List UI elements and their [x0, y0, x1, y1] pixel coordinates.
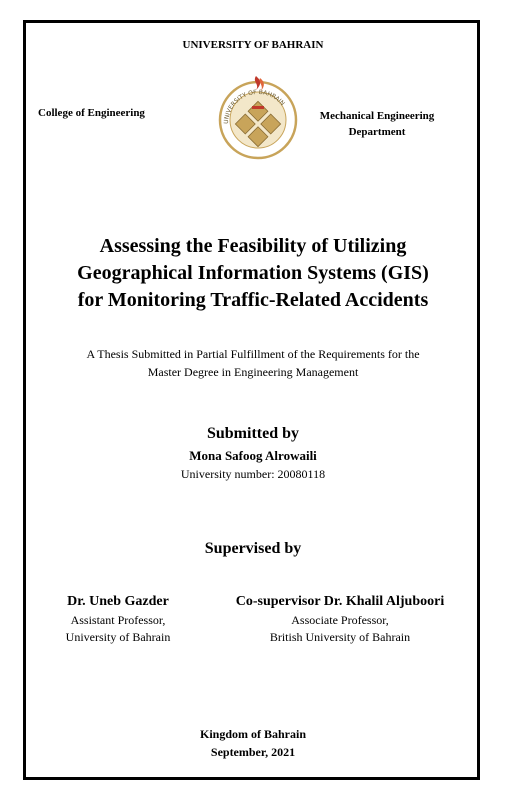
co-supervisor-block — [202, 592, 478, 646]
co-supervisor-name: Co-supervisor Dr. Khalil Aljuboori — [235, 594, 445, 609]
university-name: UNIVERSITY OF BAHRAIN — [182, 39, 324, 51]
university-number: University number: 20080118 — [180, 467, 326, 481]
department-name — [306, 108, 448, 140]
student-name: Mona Safoog Alrowaili — [189, 448, 317, 463]
title-line-3: for Monitoring Traffic-Related Accidents — [77, 289, 429, 311]
co-supervisor-title: Associate Professor, — [291, 613, 389, 627]
subtitle-line-2: Master Degree in Engineering Management — [147, 365, 359, 379]
country: Kingdom of Bahrain — [199, 727, 307, 741]
supervisor-block — [38, 592, 198, 646]
subtitle-line-1: A Thesis Submitted in Partial Fulfillment of the Requirements for the — [86, 347, 420, 361]
department-line-1: Mechanical Engineering — [319, 110, 435, 122]
title-line-1: Assessing the Feasibility of Utilizing — [99, 235, 407, 257]
submitted-by-heading: Submitted by — [206, 425, 300, 442]
supervisor-institution: University of Bahrain — [65, 630, 171, 644]
co-supervisor-institution: British University of Bahrain — [269, 630, 411, 644]
college-name: College of Engineering — [38, 107, 145, 119]
supervised-by-heading: Supervised by — [204, 540, 302, 557]
thesis-subtitle — [20, 345, 486, 381]
submission-date: September, 2021 — [210, 745, 296, 759]
university-logo-icon — [216, 74, 300, 160]
department-line-2: Department — [348, 126, 406, 138]
supervisor-name: Dr. Uneb Gazder — [67, 594, 169, 609]
supervisor-title: Assistant Professor, — [70, 613, 166, 627]
title-line-2: Geographical Information Systems (GIS) — [77, 262, 429, 284]
thesis-title — [20, 233, 486, 314]
logo-ring-text: UNIVERSITY OF BAHRAIN — [222, 88, 286, 125]
